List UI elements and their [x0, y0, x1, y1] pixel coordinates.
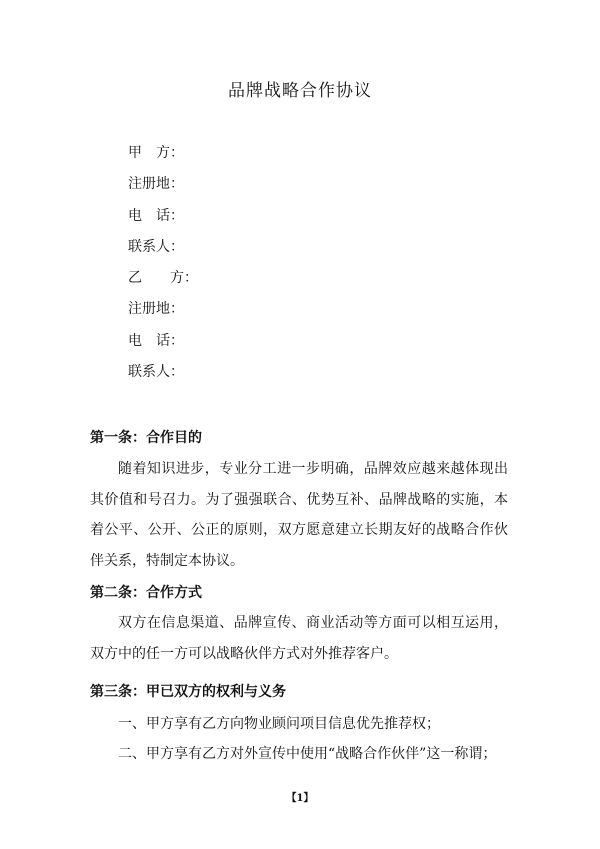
party-a-contact-label: 联系人： [128, 238, 184, 255]
party-info-block [128, 143, 198, 393]
party-b-contact-label: 联系人： [128, 364, 184, 381]
article-2-heading: 第二条：合作方式 [90, 585, 202, 601]
page-number: 【1】 [286, 793, 314, 804]
party-b-phone-label: 电 话： [128, 332, 184, 349]
party-b-address-label: 注册地： [128, 301, 184, 318]
article-2-paragraph: 双方在信息渠道、品牌宣传、商业活动等方面可以相互运用，双方中的任一方可以战略伙伴方式对外推荐客户。 [90, 615, 508, 662]
document-title: 品牌战略合作协议 [228, 81, 372, 101]
article-3-item: 一、甲方享有乙方向物业顾问项目信息优先推荐权； [118, 716, 440, 732]
party-a-phone-label: 电 话： [128, 207, 184, 224]
party-a-address-label: 注册地： [128, 176, 184, 193]
party-b-label: 乙 方： [128, 270, 198, 287]
party-a-label: 甲 方： [128, 145, 184, 161]
article-1-heading: 第一条：合作目的 [90, 430, 202, 446]
article-3-heading: 第三条：甲已双方的权利与义务 [90, 684, 286, 700]
article-1-paragraph: 随着知识进步，专业分工进一步明确，品牌效应越来越体现出其价值和号召力。为了强强联合、优势互补、品牌战略的实施，本着公平、公开、公正的原则，双方愿意建立长期友好的战略合作伙伴关系，特制定本协议。 [90, 461, 508, 569]
article-3-item: 二、甲方享有乙方对外宣传中使用“战略合作伙伴”这一称谓； [118, 746, 497, 762]
